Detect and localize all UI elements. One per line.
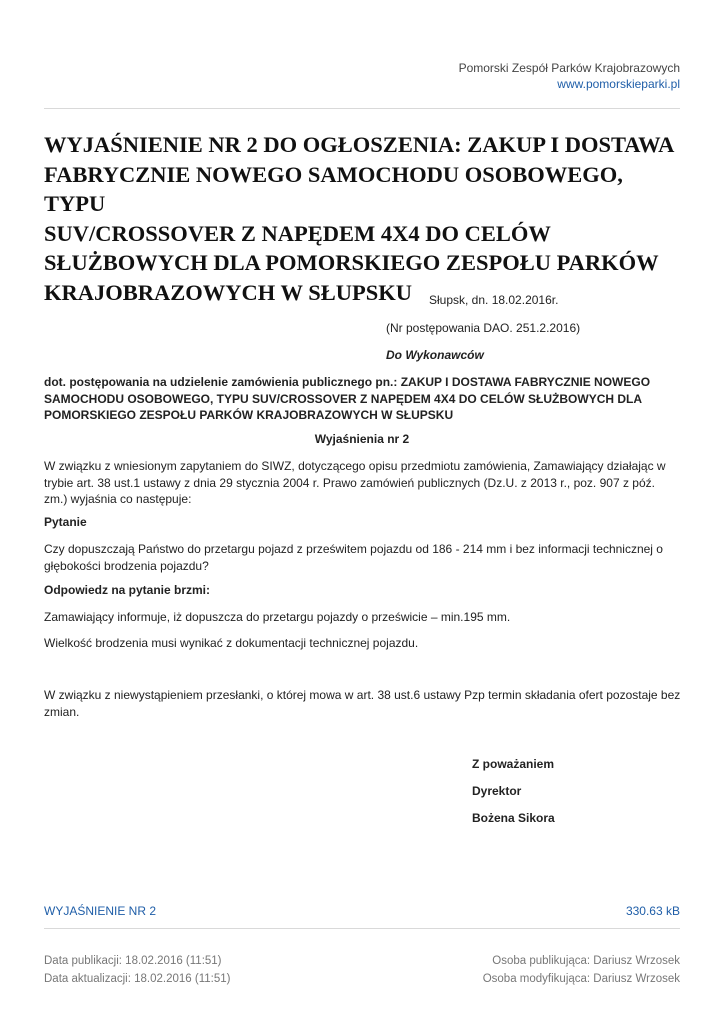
- case-number: (Nr postępowania DAO. 251.2.2016): [386, 321, 581, 335]
- publisher: Osoba publikująca: Dariusz Wrzosek: [492, 955, 680, 967]
- organization-name: Pomorski Zespół Parków Krajobrazowych: [458, 61, 680, 75]
- title-line: WYJAŚNIENIE NR 2 DO OGŁOSZENIA: ZAKUP I DOSTAWA: [44, 132, 675, 157]
- question-text: [44, 541, 684, 574]
- footer-divider: [44, 928, 680, 929]
- site-header: [459, 60, 680, 92]
- intro-line: W związku z wniesionym zapytaniem do SIWZ, dotyczącego opisu przedmiotu zamówienia, Zamawiający działając w: [44, 459, 666, 473]
- addressee: Do Wykonawców: [386, 348, 484, 362]
- question-label: Pytanie: [44, 515, 87, 529]
- section-heading: Wyjaśnienia nr 2: [314, 432, 410, 446]
- title-line: FABRYCZNIE NOWEGO SAMOCHODU OSOBOWEGO, TYPU: [44, 161, 623, 216]
- website-link[interactable]: www.pomorskieparki.pl: [557, 77, 680, 91]
- header-divider: [44, 108, 680, 109]
- signature-name: Bożena Sikora: [472, 811, 555, 825]
- place-date: Słupsk, dn. 18.02.2016r.: [429, 293, 559, 307]
- subject-line: SAMOCHODU OSOBOWEGO, TYPU SUV/CROSSOVER Z NAPĘDEM 4X4 DO CELÓW SŁUŻBOWYCH DLA: [44, 391, 643, 406]
- subject: [44, 374, 684, 424]
- answer-text-2: Wielkość brodzenia musi wynikać z dokumentacji technicznej pojazdu.: [44, 636, 419, 650]
- question-line: głębokości brodzenia pojazdu?: [44, 558, 209, 573]
- intro-line: zm.) wyjaśnia co następuje:: [44, 492, 192, 506]
- closing-paragraph: [44, 687, 684, 720]
- subject-line: dot. postępowania na udzielenie zamówienia publicznego pn.: ZAKUP I DOSTAWA FABRYCZNIE NOWEGO: [44, 375, 651, 389]
- attachment-size: 330.63 kB: [625, 904, 680, 918]
- answer-label: Odpowiedz na pytanie brzmi:: [44, 583, 211, 597]
- intro-line: trybie art. 38 ust.1 ustawy z dnia 29 stycznia 2004 r. Prawo zamówień publicznych (Dz.U. z 2013 r., poz. 907 z póź.: [44, 475, 655, 490]
- page-title: [44, 130, 684, 307]
- update-date: Data aktualizacji: 18.02.2016 (11:51): [44, 973, 231, 985]
- answer-text-1: Zamawiający informuje, iż dopuszcza do przetargu pojazdy o prześwicie – min.195 mm.: [44, 610, 511, 624]
- attachment-link[interactable]: WYJAŚNIENIE NR 2: [44, 904, 157, 918]
- question-line: Czy dopuszczają Państwo do przetargu pojazd z prześwitem pojazdu od 186 - 214 mm i bez informacji technicznej o: [44, 542, 663, 556]
- modifier: Osoba modyfikująca: Dariusz Wrzosek: [482, 973, 680, 985]
- title-line: SŁUŻBOWYCH DLA POMORSKIEGO ZESPOŁU PARKÓW: [44, 250, 659, 275]
- closing-line: zmian.: [44, 704, 80, 719]
- title-line: SUV/CROSSOVER Z NAPĘDEM 4X4 DO CELÓW: [44, 220, 551, 246]
- subject-line: POMORSKIEGO ZESPOŁU PARKÓW KRAJOBRAZOWYCH W SŁUPSKU: [44, 408, 454, 422]
- signature-role: Dyrektor: [472, 784, 522, 798]
- intro-paragraph: [44, 458, 684, 508]
- title-line: KRAJOBRAZOWYCH W SŁUPSKU: [44, 279, 412, 305]
- publish-date: Data publikacji: 18.02.2016 (11:51): [44, 955, 222, 967]
- signature-regards: Z poważaniem: [472, 757, 555, 771]
- closing-line: W związku z niewystąpieniem przesłanki, o której mowa w art. 38 ust.6 ustawy Pzp termin składania ofert pozostaje bez: [44, 688, 681, 702]
